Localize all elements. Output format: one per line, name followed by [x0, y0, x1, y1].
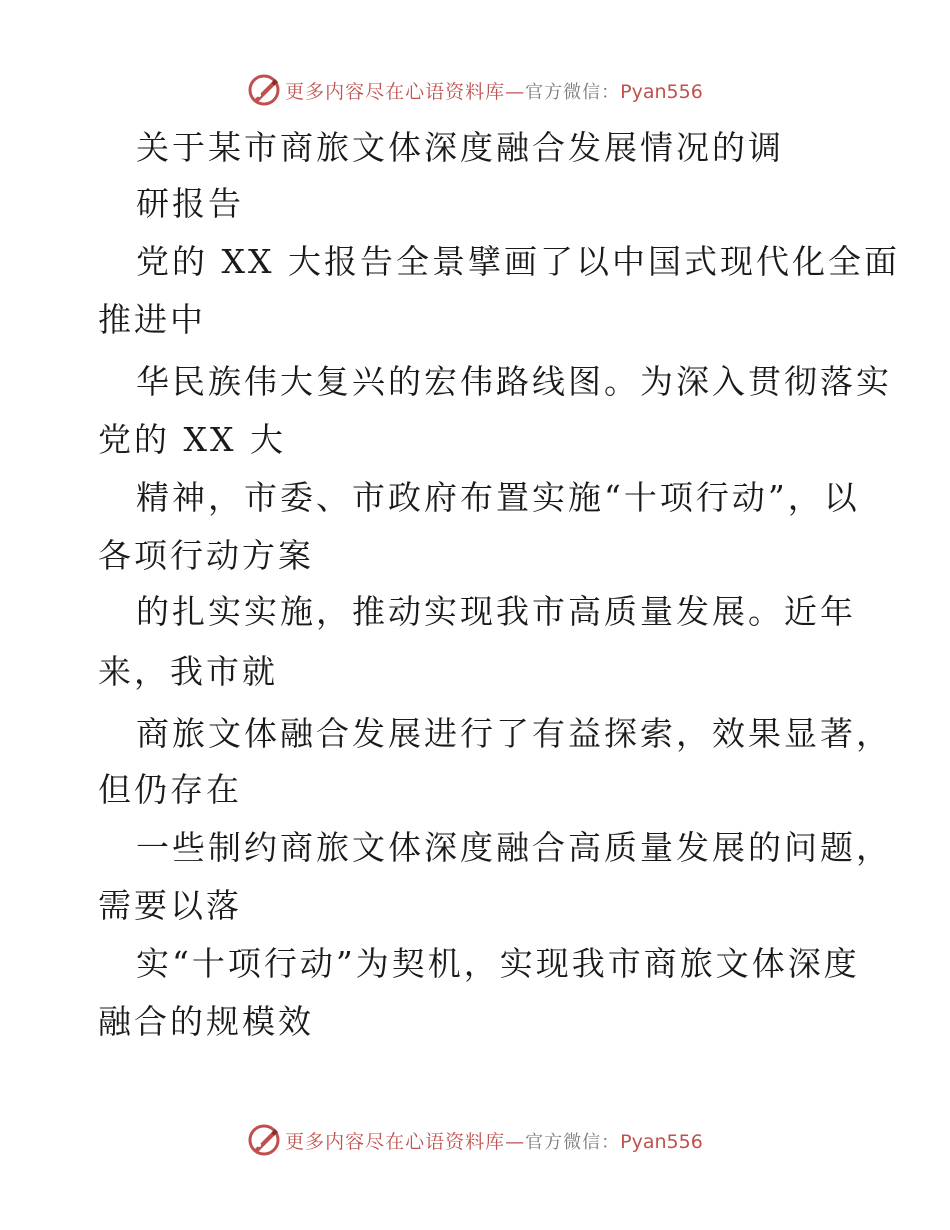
title-line-2: 研报告 — [136, 184, 244, 223]
paragraph-line: 华民族伟大复兴的宏伟路线图。为深入贯彻落实 — [136, 362, 892, 401]
watermark-dash: — — [505, 1130, 526, 1153]
watermark-account: Pyan556 — [620, 1130, 703, 1153]
title-line-1: 关于某市商旅文体深度融合发展情况的调 — [136, 128, 784, 167]
watermark-slogan: 更多内容尽在心语资料库 — [285, 80, 506, 103]
footer-watermark — [0, 1120, 950, 1160]
watermark-label: 官方微信： — [525, 81, 621, 103]
paragraph-line: 推进中 — [98, 300, 206, 339]
header-watermark — [0, 70, 950, 110]
paragraph-line: 各项行动方案 — [98, 536, 314, 575]
pen-logo-icon — [247, 1123, 281, 1157]
paragraph-line: 党的 XX 大报告全景擘画了以中国式现代化全面 — [136, 242, 900, 281]
paragraph-line: 来，我市就 — [98, 652, 278, 691]
watermark-text-group — [285, 77, 703, 104]
paragraph-line: 一些制约商旅文体深度融合高质量发展的问题， — [136, 828, 892, 867]
watermark-dash: — — [505, 80, 526, 103]
paragraph-line: 精神，市委、市政府布置实施“十项行动”，以 — [136, 478, 860, 517]
paragraph-line: 实“十项行动”为契机，实现我市商旅文体深度 — [136, 944, 860, 983]
paragraph-line: 需要以落 — [98, 886, 242, 925]
paragraph-line: 党的 XX 大 — [98, 420, 286, 459]
watermark-text-group — [285, 1127, 703, 1154]
watermark-slogan: 更多内容尽在心语资料库 — [285, 1130, 506, 1153]
paragraph-line: 的扎实实施，推动实现我市高质量发展。近年 — [136, 592, 856, 631]
paragraph-line: 商旅文体融合发展进行了有益探索，效果显著， — [136, 714, 892, 753]
watermark-account: Pyan556 — [620, 80, 703, 103]
paragraph-line: 但仍存在 — [98, 770, 242, 809]
pen-logo-icon — [247, 73, 281, 107]
paragraph-line: 融合的规模效 — [98, 1002, 314, 1041]
watermark-label: 官方微信： — [525, 1131, 621, 1153]
